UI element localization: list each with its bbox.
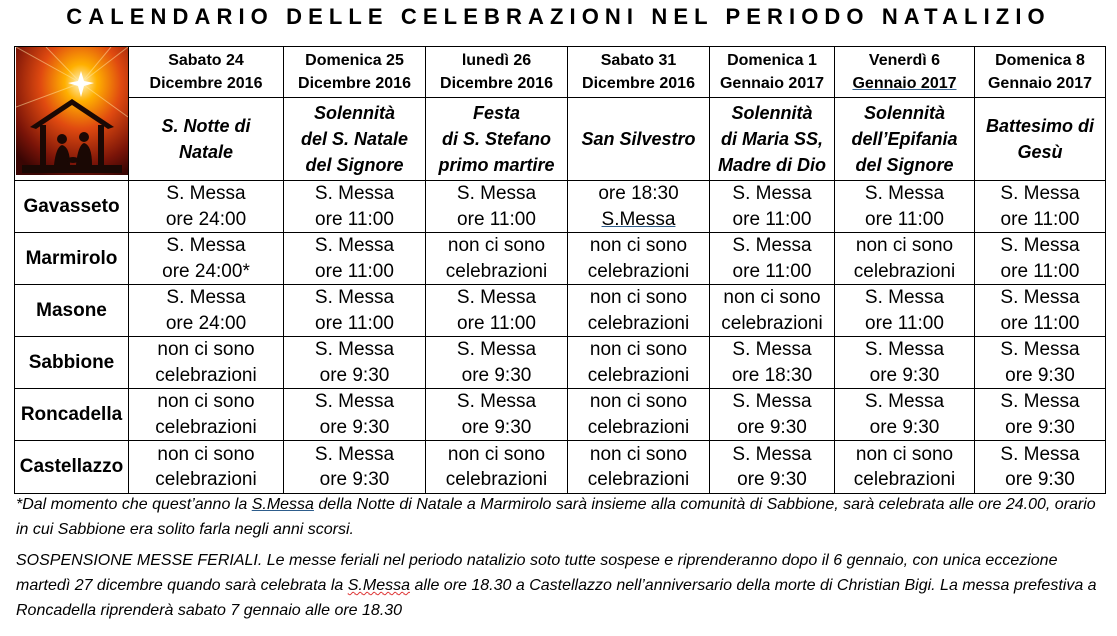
table-cell: S. Messa ore 11:00 <box>975 233 1106 285</box>
table-cell: S. Messa ore 11:00 <box>284 181 426 233</box>
table-cell: S. Messa ore 11:00 <box>426 285 568 337</box>
table-cell: non ci sono celebrazioni <box>835 233 975 285</box>
table-row <box>15 285 1106 337</box>
table-cell: S. Messa ore 9:30 <box>975 389 1106 441</box>
table-cell: S. Messa ore 9:30 <box>284 441 426 494</box>
footnote-marmirolo: *Dal momento che quest’anno la S.Messa della Notte di Natale a Marmirolo sarà insieme alla comunità di Sabbione, sarà celebrata alle ore 24.00, orario in cui Sabbione era solito farla negli anni scorsi. <box>16 496 1096 538</box>
place-name: Masone <box>15 285 129 337</box>
footnote-suspension: SOSPENSIONE MESSE FERIALI. Le messe feriali nel periodo natalizio soto tutte sospese e riprenderanno dopo il 6 gennaio, con unica eccezione martedì 27 dicembre quando sarà celebrata la S.Messa alle ore 18.30 a Castellazzo nell’anniversario della morte di Christian Bigi. La messa prefestiva a Roncadella riprenderà sabato 7 gennaio alle ore 18.30 <box>16 552 1097 619</box>
column-header-feast: San Silvestro <box>568 97 710 180</box>
column-header-date: Domenica 1 Gennaio 2017 <box>710 47 835 98</box>
table-cell: non ci sono celebrazioni <box>568 389 710 441</box>
column-header-feast: Solennità di Maria SS, Madre di Dio <box>710 97 835 180</box>
table-cell: S. Messa ore 9:30 <box>835 337 975 389</box>
column-header-date: Venerdì 6 Gennaio 2017 <box>835 47 975 98</box>
table-row <box>15 441 1106 494</box>
table-cell: S. Messa ore 11:00 <box>284 285 426 337</box>
table-cell: non ci sono celebrazioni <box>426 441 568 494</box>
place-name: Marmirolo <box>15 233 129 285</box>
column-header-date: lunedì 26 Dicembre 2016 <box>426 47 568 98</box>
table-cell: non ci sono celebrazioni <box>710 285 835 337</box>
table-cell: S. Messa ore 11:00 <box>426 181 568 233</box>
table-cell: S. Messa ore 11:00 <box>975 285 1106 337</box>
table-cell: S. Messa ore 18:30 <box>710 337 835 389</box>
footnotes <box>16 492 1112 629</box>
table-cell: S. Messa ore 11:00 <box>835 181 975 233</box>
table-cell: non ci sono celebrazioni <box>568 441 710 494</box>
table-cell: S. Messa ore 11:00 <box>710 233 835 285</box>
table-row <box>15 337 1106 389</box>
table-cell: S. Messa ore 11:00 <box>284 233 426 285</box>
table-cell: S. Messa ore 24:00* <box>129 233 284 285</box>
place-name: Castellazzo <box>15 441 129 494</box>
table-cell: S. Messa ore 11:00 <box>710 181 835 233</box>
column-header-feast: Solennità del S. Natale del Signore <box>284 97 426 180</box>
table-cell: non ci sono celebrazioni <box>568 285 710 337</box>
nativity-icon <box>16 47 128 175</box>
table-cell: S. Messa ore 24:00 <box>129 285 284 337</box>
column-header-date: Domenica 25 Dicembre 2016 <box>284 47 426 98</box>
table-cell: S. Messa ore 9:30 <box>710 441 835 494</box>
table-row <box>15 181 1106 233</box>
column-header-feast: Solennità dell’Epifania del Signore <box>835 97 975 180</box>
table-row <box>15 233 1106 285</box>
column-header-date: Sabato 31 Dicembre 2016 <box>568 47 710 98</box>
table-cell: ore 18:30 S.Messa <box>568 181 710 233</box>
table-cell: S. Messa ore 9:30 <box>975 441 1106 494</box>
place-name: Sabbione <box>15 337 129 389</box>
page-title: CALENDARIO DELLE CELEBRAZIONI NEL PERIODO NATALIZIO <box>66 4 1051 29</box>
column-header-feast: Battesimo di Gesù <box>975 97 1106 180</box>
table-cell: non ci sono celebrazioni <box>835 441 975 494</box>
nativity-logo <box>15 47 129 181</box>
table-cell: S. Messa ore 9:30 <box>426 389 568 441</box>
table-cell: non ci sono celebrazioni <box>568 233 710 285</box>
table-cell: S. Messa ore 9:30 <box>835 389 975 441</box>
table-cell: non ci sono celebrazioni <box>129 389 284 441</box>
place-name: Roncadella <box>15 389 129 441</box>
column-header-feast: Festa di S. Stefano primo martire <box>426 97 568 180</box>
column-header-date: Domenica 8 Gennaio 2017 <box>975 47 1106 98</box>
table-cell: non ci sono celebrazioni <box>426 233 568 285</box>
table-cell: non ci sono celebrazioni <box>129 337 284 389</box>
column-header-feast: S. Notte di Natale <box>129 97 284 180</box>
table-cell: S. Messa ore 9:30 <box>975 337 1106 389</box>
column-header-date: Sabato 24 Dicembre 2016 <box>129 47 284 98</box>
celebrations-table <box>14 46 1106 494</box>
table-row <box>15 389 1106 441</box>
table-cell: S. Messa ore 9:30 <box>710 389 835 441</box>
table-cell: S. Messa ore 11:00 <box>835 285 975 337</box>
table-cell: S. Messa ore 9:30 <box>426 337 568 389</box>
table-cell: S. Messa ore 24:00 <box>129 181 284 233</box>
place-name: Gavasseto <box>15 181 129 233</box>
table-cell: S. Messa ore 11:00 <box>975 181 1106 233</box>
table-cell: non ci sono celebrazioni <box>568 337 710 389</box>
table-cell: S. Messa ore 9:30 <box>284 389 426 441</box>
table-cell: S. Messa ore 9:30 <box>284 337 426 389</box>
table-cell: non ci sono celebrazioni <box>129 441 284 494</box>
